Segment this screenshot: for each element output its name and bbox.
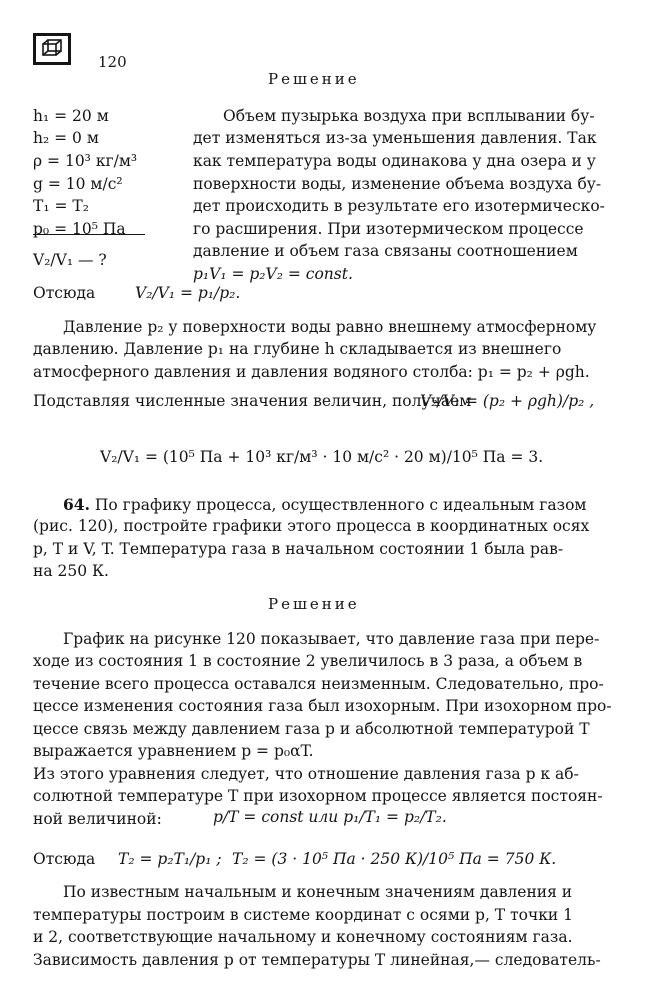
given-t: T₁ = T₂ xyxy=(33,197,89,215)
substitute-text: Подставляя численные значения величин, получаем xyxy=(33,392,472,410)
paragraph-line: выражается уравнением p = p₀αT. xyxy=(33,742,314,760)
paragraph-line: давлению. Давление p₁ на глубине h складывается из внешнего xyxy=(33,340,562,358)
equation-const: p₁V₁ = p₂V₂ = const. xyxy=(193,265,353,283)
problem-text: По графику процесса, осуществленного с идеальным газом xyxy=(94,496,587,514)
solution-heading-1: Решение xyxy=(268,70,360,88)
given-h1: h₁ = 20 м xyxy=(33,107,109,125)
paragraph-line: Давление p₂ у поверхности воды равно внешнему атмосферному xyxy=(63,318,597,336)
problem-line: p, T и V, T. Температура газа в начальном состоянии 1 была рав- xyxy=(33,540,564,558)
paragraph-line: солютной температуре T при изохорном процессе является постоян- xyxy=(33,787,603,805)
otsyuda-label-2: Отсюда xyxy=(33,850,96,868)
paragraph-line: поверхности воды, изменение объема воздуха бу- xyxy=(193,175,602,193)
page-number: 120 xyxy=(98,53,127,71)
paragraph-line: цессе связь между давлением газа p и абсолютной температурой T xyxy=(33,720,590,738)
problem-number: 64. xyxy=(63,495,90,514)
equation-ratio: V₂/V₁ = p₁/p₂. xyxy=(135,284,241,302)
paragraph-line: и 2, соответствующие начальному и конечному состояниям газа. xyxy=(33,928,573,946)
solution-heading-2: Решение xyxy=(268,595,360,613)
cube-icon xyxy=(33,33,71,65)
problem-line: на 250 К. xyxy=(33,562,109,580)
paragraph-line: течение всего процесса оставался неизменным. Следовательно, про- xyxy=(33,675,604,693)
paragraph-line: давление и объем газа связаны соотношением xyxy=(193,242,578,260)
paragraph-line: ной величиной: xyxy=(33,810,162,828)
paragraph-line: дет изменяться из-за уменьшения давления. Так xyxy=(193,129,597,147)
given-p0: p₀ = 10⁵ Па xyxy=(33,220,126,238)
paragraph-line: го расширения. При изотермическом процессе xyxy=(193,220,584,238)
given-h2: h₂ = 0 м xyxy=(33,129,99,147)
paragraph-line: Зависимость давления p от температуры T линейная,— следователь- xyxy=(33,951,601,969)
find-quantity: V₂/V₁ — ? xyxy=(33,251,107,269)
paragraph-line: дет происходить в результате его изотермическо- xyxy=(193,197,605,215)
paragraph-line: температуры построим в системе координат с осями p, T точки 1 xyxy=(33,906,574,924)
equation-isochoric: p/T = const или p₁/T₁ = p₂/T₂. xyxy=(213,808,447,826)
equation-t2-numeric: T₂ = (3 · 10⁵ Па · 250 К)/10⁵ Па = 750 К. xyxy=(232,850,557,868)
paragraph-line: цессе изменения состояния газа был изохорным. При изохорном про- xyxy=(33,697,612,715)
paragraph-line: ходе из состояния 1 в состояние 2 увеличилось в 3 раза, а объем в xyxy=(33,652,583,670)
equation-final: V₂/V₁ = (10⁵ Па + 10³ кг/м³ · 10 м/с² · 20 м)/10⁵ Па = 3. xyxy=(100,448,544,466)
problem-line xyxy=(63,495,586,514)
paragraph-line: атмосферного давления и давления водяного столба: p₁ = p₂ + ρgh. xyxy=(33,363,590,381)
paragraph-line: График на рисунке 120 показывает, что давление газа при пере- xyxy=(63,630,600,648)
otsyuda-label: Отсюда xyxy=(33,284,96,302)
given-divider xyxy=(33,234,145,235)
given-rho: ρ = 10³ кг/м³ xyxy=(33,152,138,170)
problem-line: (рис. 120), постройте графики этого процесса в координатных осях xyxy=(33,517,590,535)
equation-substituted: V₂/V₁ = (p₂ + ρgh)/p₂ , xyxy=(420,392,595,410)
given-g: g = 10 м/с² xyxy=(33,175,123,193)
paragraph-line: Объем пузырька воздуха при всплывании бу- xyxy=(223,107,595,125)
paragraph-line: Из этого уравнения следует, что отношение давления газа p к аб- xyxy=(33,765,579,783)
equation-t2-formula: T₂ = p₂T₁/p₁ ; xyxy=(118,850,222,868)
paragraph-line: как температура воды одинакова у дна озера и у xyxy=(193,152,596,170)
paragraph-line: По известным начальным и конечным значениям давления и xyxy=(63,883,573,901)
